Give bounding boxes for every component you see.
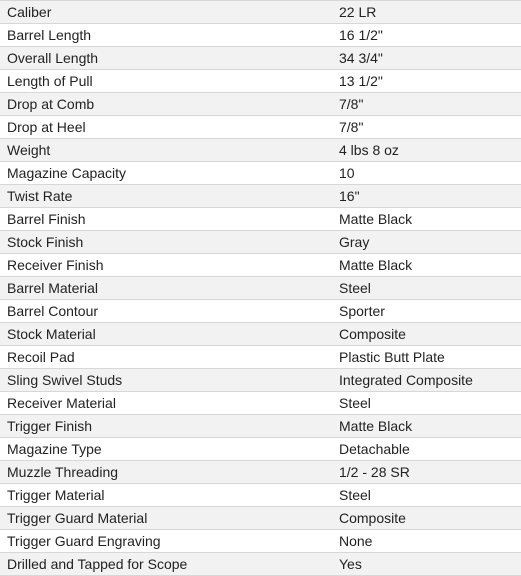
spec-row	[0, 484, 521, 507]
spec-value: 1/2 - 28 SR	[332, 461, 521, 484]
spec-value: Plastic Butt Plate	[332, 346, 521, 369]
spec-label: Receiver Finish	[0, 254, 332, 277]
spec-value: 7/8"	[332, 93, 521, 116]
spec-row	[0, 254, 521, 277]
spec-row	[0, 139, 521, 162]
spec-label: Sling Swivel Studs	[0, 369, 332, 392]
spec-row	[0, 1, 521, 24]
spec-label: Drop at Comb	[0, 93, 332, 116]
spec-label: Barrel Finish	[0, 208, 332, 231]
specifications-table-body	[0, 1, 521, 576]
spec-label: Drop at Heel	[0, 116, 332, 139]
spec-row	[0, 461, 521, 484]
spec-row	[0, 116, 521, 139]
spec-row	[0, 369, 521, 392]
spec-value: Matte Black	[332, 208, 521, 231]
spec-label: Drilled and Tapped for Scope	[0, 553, 332, 576]
spec-row	[0, 231, 521, 254]
spec-value: Composite	[332, 507, 521, 530]
spec-value: Integrated Composite	[332, 369, 521, 392]
spec-row	[0, 438, 521, 461]
spec-label: Caliber	[0, 1, 332, 24]
spec-row	[0, 208, 521, 231]
spec-value: 10	[332, 162, 521, 185]
spec-label: Muzzle Threading	[0, 461, 332, 484]
spec-row	[0, 300, 521, 323]
spec-value: Steel	[332, 392, 521, 415]
spec-label: Trigger Guard Material	[0, 507, 332, 530]
spec-value: Detachable	[332, 438, 521, 461]
spec-label: Trigger Finish	[0, 415, 332, 438]
spec-label: Barrel Material	[0, 277, 332, 300]
spec-label: Trigger Guard Engraving	[0, 530, 332, 553]
spec-row	[0, 323, 521, 346]
spec-label: Magazine Type	[0, 438, 332, 461]
spec-value: Matte Black	[332, 254, 521, 277]
spec-value: 22 LR	[332, 1, 521, 24]
spec-row	[0, 93, 521, 116]
spec-label: Weight	[0, 139, 332, 162]
spec-row	[0, 162, 521, 185]
spec-value: 16 1/2"	[332, 24, 521, 47]
spec-value: 34 3/4"	[332, 47, 521, 70]
spec-value: Matte Black	[332, 415, 521, 438]
spec-label: Recoil Pad	[0, 346, 332, 369]
spec-value: Composite	[332, 323, 521, 346]
spec-value: Sporter	[332, 300, 521, 323]
spec-row	[0, 553, 521, 576]
spec-row	[0, 24, 521, 47]
spec-row	[0, 507, 521, 530]
spec-value: 13 1/2"	[332, 70, 521, 93]
spec-label: Barrel Contour	[0, 300, 332, 323]
spec-label: Magazine Capacity	[0, 162, 332, 185]
spec-value: Steel	[332, 277, 521, 300]
spec-row	[0, 530, 521, 553]
spec-row	[0, 346, 521, 369]
spec-label: Overall Length	[0, 47, 332, 70]
spec-label: Receiver Material	[0, 392, 332, 415]
spec-label: Stock Material	[0, 323, 332, 346]
spec-label: Stock Finish	[0, 231, 332, 254]
spec-value: Gray	[332, 231, 521, 254]
spec-value: 7/8"	[332, 116, 521, 139]
spec-value: 16"	[332, 185, 521, 208]
spec-row	[0, 415, 521, 438]
spec-value: Steel	[332, 484, 521, 507]
spec-row	[0, 392, 521, 415]
spec-row	[0, 70, 521, 93]
spec-row	[0, 185, 521, 208]
spec-label: Twist Rate	[0, 185, 332, 208]
spec-label: Barrel Length	[0, 24, 332, 47]
spec-label: Length of Pull	[0, 70, 332, 93]
spec-value: 4 lbs 8 oz	[332, 139, 521, 162]
spec-label: Trigger Material	[0, 484, 332, 507]
spec-value: None	[332, 530, 521, 553]
spec-value: Yes	[332, 553, 521, 576]
spec-row	[0, 277, 521, 300]
spec-row	[0, 47, 521, 70]
